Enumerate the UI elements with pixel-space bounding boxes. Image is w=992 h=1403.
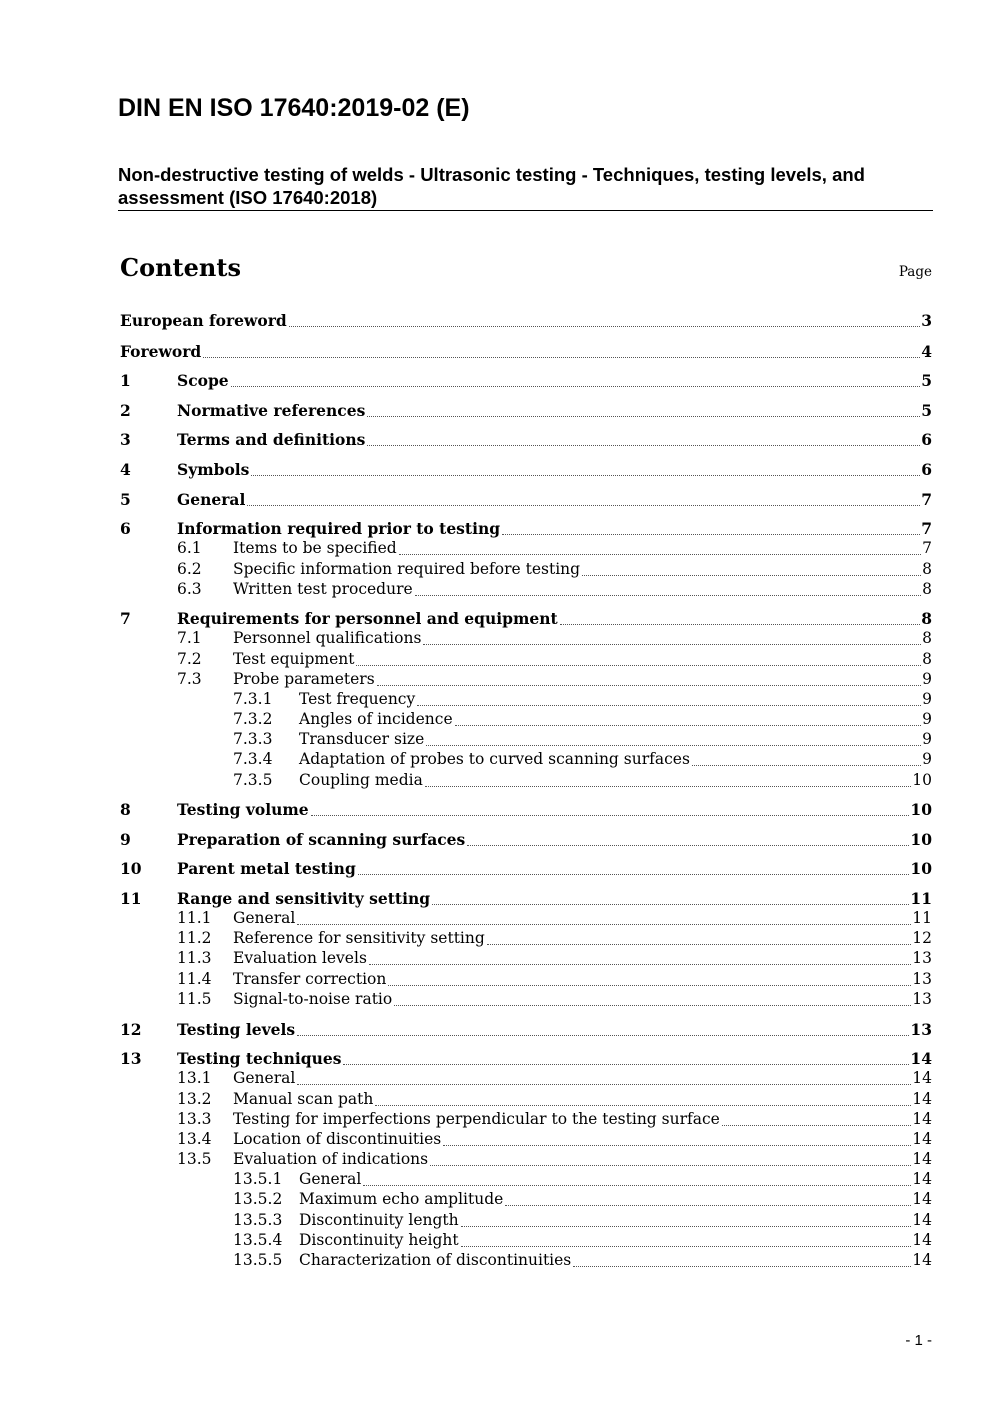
toc-entry-number: 13.5.5 [233, 1251, 283, 1269]
toc-entry-number: 13 [120, 1049, 142, 1068]
toc-entry-page: 13 [910, 1020, 932, 1039]
toc-entry[interactable] [120, 1049, 932, 1069]
document-title: Non-destructive testing of welds - Ultrasonic testing - Techniques, testing levels, and assessment (ISO 17640:2018) [118, 164, 865, 208]
toc-entry-page: 8 [922, 629, 932, 647]
toc-entry-title: Normative references [177, 401, 366, 420]
toc-dot-leader [231, 386, 921, 387]
toc-entry-page: 7 [921, 490, 932, 509]
toc-entry-number: 6.1 [177, 539, 202, 557]
toc-entry-page: 7 [922, 539, 932, 557]
toc-entry[interactable] [120, 560, 932, 580]
toc-entry-number: 7 [120, 609, 131, 628]
toc-dot-leader [423, 644, 921, 645]
page-column-label: Page [898, 264, 932, 280]
toc-entry-number: 11.5 [177, 990, 212, 1008]
title-divider [118, 210, 933, 211]
toc-entry[interactable] [120, 1211, 932, 1231]
toc-entry-title: Probe parameters [233, 670, 375, 688]
toc-entry-title: Written test procedure [233, 580, 413, 598]
toc-entry-page: 9 [922, 670, 932, 688]
toc-entry[interactable] [120, 580, 932, 600]
toc-entry[interactable] [120, 460, 932, 480]
toc-entry-page: 5 [921, 401, 932, 420]
toc-dot-leader [297, 1035, 909, 1036]
toc-entry[interactable] [120, 609, 932, 629]
toc-entry[interactable] [120, 690, 932, 710]
toc-entry-page: 9 [922, 750, 932, 768]
toc-entry[interactable] [120, 750, 932, 770]
toc-entry-title: General [233, 909, 296, 927]
toc-entry[interactable] [120, 909, 932, 929]
toc-entry-title: Foreword [120, 342, 202, 361]
toc-entry-title: Testing levels [177, 1020, 296, 1039]
toc-entry-title: Characterization of discontinuities [299, 1251, 572, 1269]
toc-entry-page: 14 [910, 1049, 932, 1068]
toc-entry-title: Location of discontinuities [233, 1130, 442, 1148]
toc-dot-leader [343, 1064, 909, 1065]
toc-entry[interactable] [120, 1020, 932, 1040]
toc-entry-title: Reference for sensitivity setting [233, 929, 485, 947]
toc-entry[interactable] [120, 650, 932, 670]
toc-entry-page: 10 [910, 830, 932, 849]
toc-entry-page: 8 [922, 650, 932, 668]
toc-entry-page: 13 [912, 990, 932, 1008]
toc-entry[interactable] [120, 1231, 932, 1251]
toc-dot-leader [415, 595, 921, 596]
toc-entry-page: 4 [921, 342, 932, 361]
toc-entry-title: Testing for imperfections perpendicular to the testing surface [233, 1110, 720, 1128]
toc-entry-number: 13.2 [177, 1090, 212, 1108]
toc-entry-number: 13.1 [177, 1069, 212, 1087]
toc-entry-page: 9 [922, 710, 932, 728]
toc-entry-title: Signal-to-noise ratio [233, 990, 393, 1008]
toc-dot-leader [399, 554, 921, 555]
toc-entry[interactable] [120, 949, 932, 969]
toc-entry[interactable] [120, 670, 932, 690]
toc-entry-title: General [299, 1170, 362, 1188]
toc-entry-number: 7.3.4 [233, 750, 273, 768]
toc-entry[interactable] [120, 1190, 932, 1210]
toc-entry-number: 13.4 [177, 1130, 212, 1148]
toc-entry-title: Transfer correction [233, 970, 387, 988]
toc-entry-page: 11 [910, 889, 932, 908]
toc-entry-title: Terms and definitions [177, 430, 366, 449]
toc-dot-leader [432, 904, 909, 905]
toc-entry-number: 12 [120, 1020, 142, 1039]
toc-dot-leader [394, 1005, 911, 1006]
toc-dot-leader [356, 665, 921, 666]
toc-entry-page: 3 [921, 311, 932, 330]
toc-entry-number: 7.1 [177, 629, 202, 647]
toc-entry[interactable] [120, 830, 932, 850]
toc-entry-number: 5 [120, 490, 131, 509]
toc-entry-number: 7.3.2 [233, 710, 273, 728]
toc-entry-page: 14 [912, 1211, 932, 1229]
toc-entry[interactable] [120, 342, 932, 362]
toc-entry-number: 11.3 [177, 949, 212, 967]
toc-entry[interactable] [120, 519, 932, 539]
toc-entry-page: 9 [922, 730, 932, 748]
toc-dot-leader [455, 725, 922, 726]
toc-entry-page: 14 [912, 1231, 932, 1249]
toc-entry-page: 6 [921, 430, 932, 449]
toc-entry-number: 11 [120, 889, 142, 908]
toc-entry-title: Evaluation of indications [233, 1150, 429, 1168]
toc-dot-leader [487, 944, 911, 945]
toc-entry[interactable] [120, 1090, 932, 1110]
toc-entry-number: 13.5.3 [233, 1211, 283, 1229]
toc-dot-leader [417, 705, 921, 706]
toc-dot-leader [247, 505, 920, 506]
toc-entry-page: 8 [922, 560, 932, 578]
toc-dot-leader [560, 624, 921, 625]
toc-entry-title: Angles of incidence [299, 710, 453, 728]
toc-entry-number: 9 [120, 830, 131, 849]
toc-entry-number: 11.1 [177, 909, 212, 927]
toc-entry-page: 9 [922, 690, 932, 708]
toc-entry-title: Information required prior to testing [177, 519, 501, 538]
toc-entry-number: 11.4 [177, 970, 212, 988]
toc-entry-page: 14 [912, 1251, 932, 1269]
toc-entry-number: 7.2 [177, 650, 202, 668]
toc-entry-number: 10 [120, 859, 142, 878]
toc-entry-page: 8 [922, 580, 932, 598]
toc-dot-leader [369, 964, 911, 965]
toc-entry[interactable] [120, 430, 932, 450]
toc-entry-title: Specific information required before testing [233, 560, 581, 578]
toc-entry-page: 14 [912, 1069, 932, 1087]
toc-entry-number: 13.5.1 [233, 1170, 283, 1188]
toc-dot-leader [203, 357, 920, 358]
document-id: DIN EN ISO 17640:2019-02 (E) [118, 94, 470, 122]
toc-entry-title: Adaptation of probes to curved scanning surfaces [299, 750, 690, 768]
toc-entry-number: 7.3.3 [233, 730, 273, 748]
toc-entry-number: 13.5.4 [233, 1231, 283, 1249]
toc-entry[interactable] [120, 800, 932, 820]
toc-entry[interactable] [120, 889, 932, 909]
toc-dot-leader [692, 765, 921, 766]
toc-entry-title: Coupling media [299, 771, 423, 789]
toc-entry[interactable] [120, 771, 932, 791]
toc-entry-page: 14 [912, 1090, 932, 1108]
toc-entry-title: Requirements for personnel and equipment [177, 609, 558, 628]
toc-entry-title: European foreword [120, 311, 287, 330]
toc-entry-title: Maximum echo amplitude [299, 1190, 504, 1208]
toc-entry-number: 7.3.1 [233, 690, 273, 708]
toc-entry[interactable] [120, 710, 932, 730]
toc-entry-number: 6.2 [177, 560, 202, 578]
toc-entry[interactable] [120, 1251, 932, 1271]
toc-entry-page: 10 [910, 859, 932, 878]
toc-dot-leader [461, 1226, 912, 1227]
toc-entry[interactable] [120, 1069, 932, 1089]
toc-entry[interactable] [120, 929, 932, 949]
toc-dot-leader [573, 1266, 911, 1267]
toc-dot-leader [443, 1145, 911, 1146]
toc-entry[interactable] [120, 311, 932, 331]
toc-entry[interactable] [120, 990, 932, 1010]
toc-entry-title: Personnel qualifications [233, 629, 422, 647]
toc-entry-page: 10 [910, 800, 932, 819]
toc-entry-page: 13 [912, 949, 932, 967]
toc-entry-page: 14 [912, 1190, 932, 1208]
toc-entry-title: Preparation of scanning surfaces [177, 830, 466, 849]
toc-entry-page: 6 [921, 460, 932, 479]
toc-entry-title: Scope [177, 371, 229, 390]
toc-entry-page: 14 [912, 1130, 932, 1148]
toc-dot-leader [430, 1165, 911, 1166]
toc-entry-title: Symbols [177, 460, 250, 479]
toc-entry-title: Evaluation levels [233, 949, 367, 967]
toc-entry-number: 13.5.2 [233, 1190, 283, 1208]
toc-entry-number: 13.5 [177, 1150, 212, 1168]
toc-dot-leader [297, 924, 911, 925]
toc-entry-title: Testing techniques [177, 1049, 342, 1068]
toc-entry-number: 13.3 [177, 1110, 212, 1128]
toc-entry[interactable] [120, 371, 932, 391]
toc-dot-leader [311, 815, 910, 816]
toc-entry[interactable] [120, 1110, 932, 1130]
toc-dot-leader [388, 985, 911, 986]
toc-entry-page: 14 [912, 1150, 932, 1168]
toc-entry-number: 11.2 [177, 929, 212, 947]
toc-entry[interactable] [120, 730, 932, 750]
toc-entry-title: Items to be specified [233, 539, 397, 557]
toc-entry-title: Testing volume [177, 800, 309, 819]
toc-entry[interactable] [120, 1130, 932, 1150]
contents-heading: Contents [120, 253, 241, 282]
toc-dot-leader [358, 874, 910, 875]
toc-entry-number: 3 [120, 430, 131, 449]
toc-dot-leader [363, 1185, 911, 1186]
toc-entry-page: 14 [912, 1110, 932, 1128]
toc-entry-number: 7.3 [177, 670, 202, 688]
toc-entry-page: 14 [912, 1170, 932, 1188]
toc-dot-leader [377, 685, 921, 686]
toc-entry-title: Discontinuity height [299, 1231, 459, 1249]
toc-dot-leader [289, 326, 920, 327]
toc-entry[interactable] [120, 539, 932, 559]
page-number: - 1 - [905, 1332, 932, 1349]
toc-entry-title: Test frequency [299, 690, 416, 708]
toc-entry-number: 7.3.5 [233, 771, 273, 789]
toc-dot-leader [375, 1105, 911, 1106]
toc-dot-leader [425, 786, 911, 787]
toc-dot-leader [582, 575, 921, 576]
toc-dot-leader [502, 534, 920, 535]
toc-entry[interactable] [120, 401, 932, 421]
toc-dot-leader [461, 1246, 912, 1247]
toc-entry-page: 10 [912, 771, 932, 789]
toc-entry-title: Manual scan path [233, 1090, 374, 1108]
toc-entry[interactable] [120, 490, 932, 510]
toc-dot-leader [722, 1125, 911, 1126]
toc-entry[interactable] [120, 859, 932, 879]
toc-entry-title: General [177, 490, 246, 509]
toc-entry-title: General [233, 1069, 296, 1087]
toc-entry-title: Range and sensitivity setting [177, 889, 431, 908]
toc-entry-page: 5 [921, 371, 932, 390]
toc-dot-leader [251, 475, 920, 476]
toc-entry-number: 6 [120, 519, 131, 538]
toc-dot-leader [505, 1205, 911, 1206]
toc-entry[interactable] [120, 1170, 932, 1190]
toc-entry-page: 12 [912, 929, 932, 947]
toc-entry-number: 2 [120, 401, 131, 420]
toc-entry-page: 8 [921, 609, 932, 628]
toc-entry[interactable] [120, 629, 932, 649]
toc-entry-number: 8 [120, 800, 131, 819]
toc-entry-number: 4 [120, 460, 131, 479]
toc-entry-page: 7 [921, 519, 932, 538]
toc-entry-title: Test equipment [233, 650, 355, 668]
toc-dot-leader [367, 416, 920, 417]
toc-entry-title: Discontinuity length [299, 1211, 459, 1229]
toc-entry[interactable] [120, 970, 932, 990]
toc-dot-leader [467, 845, 909, 846]
toc-entry[interactable] [120, 1150, 932, 1170]
toc-entry-title: Parent metal testing [177, 859, 356, 878]
toc-entry-page: 11 [912, 909, 932, 927]
toc-entry-page: 13 [912, 970, 932, 988]
toc-dot-leader [426, 745, 921, 746]
toc-entry-number: 1 [120, 371, 131, 390]
toc-dot-leader [367, 445, 920, 446]
toc-entry-title: Transducer size [299, 730, 425, 748]
toc-entry-number: 6.3 [177, 580, 202, 598]
toc-dot-leader [297, 1084, 911, 1085]
